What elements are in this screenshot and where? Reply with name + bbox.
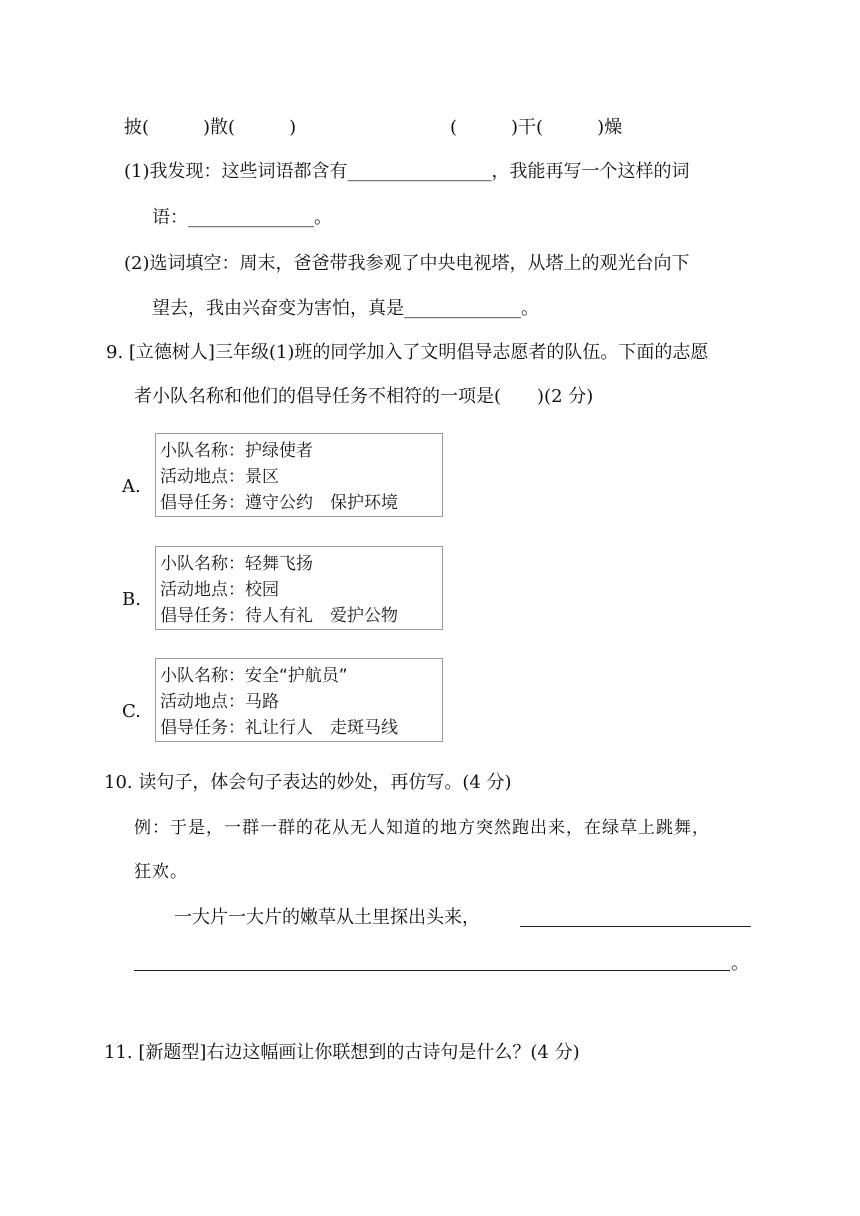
q8-part1-line2: 语：______________。 bbox=[152, 207, 332, 228]
option-c-label[interactable]: C. bbox=[122, 701, 141, 722]
option-a-place: 活动地点：景区 bbox=[160, 467, 279, 487]
option-b-box[interactable] bbox=[155, 546, 443, 630]
q9-stem-line2: 者小队名称和他们的倡导任务不相符的一项是( )(2 分) bbox=[134, 386, 594, 407]
q8-word-pair-right: ( )干( )燥 bbox=[450, 117, 623, 138]
q8-part2-line1: (2)选词填空：周末，爸爸带我参观了中央电视塔，从塔上的观光台向下 bbox=[124, 253, 690, 274]
option-c-task: 倡导任务：礼让行人 走斑马线 bbox=[160, 718, 398, 738]
q10-answer-blank-2[interactable] bbox=[134, 970, 730, 971]
option-a-label[interactable]: A. bbox=[122, 476, 141, 497]
q10-example-line2: 狂欢。 bbox=[134, 862, 188, 882]
option-c-team-name: 小队名称：安全“护航员” bbox=[160, 666, 348, 686]
option-c-place: 活动地点：马路 bbox=[160, 692, 279, 712]
option-a-task: 倡导任务：遵守公约 保护环境 bbox=[160, 493, 398, 513]
q8-part2-line2: 望去，我由兴奋变为害怕，真是_____________。 bbox=[152, 298, 539, 319]
option-b-place: 活动地点：校园 bbox=[160, 580, 279, 600]
option-a-team-name: 小队名称：护绿使者 bbox=[160, 441, 313, 461]
q10-example-line1: 例：于是，一群一群的花从无人知道的地方突然跑出来，在绿草上跳舞， bbox=[134, 818, 710, 838]
option-b-label[interactable]: B. bbox=[122, 589, 141, 610]
q8-word-pair-left: 披( )散( ) bbox=[124, 117, 297, 138]
option-c-box[interactable] bbox=[155, 658, 443, 742]
option-b-task: 倡导任务：待人有礼 爱护公物 bbox=[160, 606, 398, 626]
option-b-team-name: 小队名称：轻舞飞扬 bbox=[160, 554, 313, 574]
q10-answer-blank-1[interactable] bbox=[520, 926, 751, 927]
q10-prompt: 一大片一大片的嫩草从土里探出头来， bbox=[174, 907, 480, 928]
q10-title: 10. 读句子，体会句子表达的妙处，再仿写。(4 分) bbox=[104, 772, 512, 793]
q9-stem-line1: 9. [立德树人]三年级(1)班的同学加入了文明倡导志愿者的队伍。下面的志愿 bbox=[106, 342, 709, 363]
q11-title: 11. [新题型]右边这幅画让你联想到的古诗句是什么？(4 分) bbox=[104, 1042, 580, 1063]
option-a-box[interactable] bbox=[155, 433, 443, 517]
q10-end-mark: 。 bbox=[731, 953, 749, 974]
q8-part1-line1: (1)我发现：这些词语都含有________________，我能再写一个这样的词 bbox=[124, 161, 690, 182]
